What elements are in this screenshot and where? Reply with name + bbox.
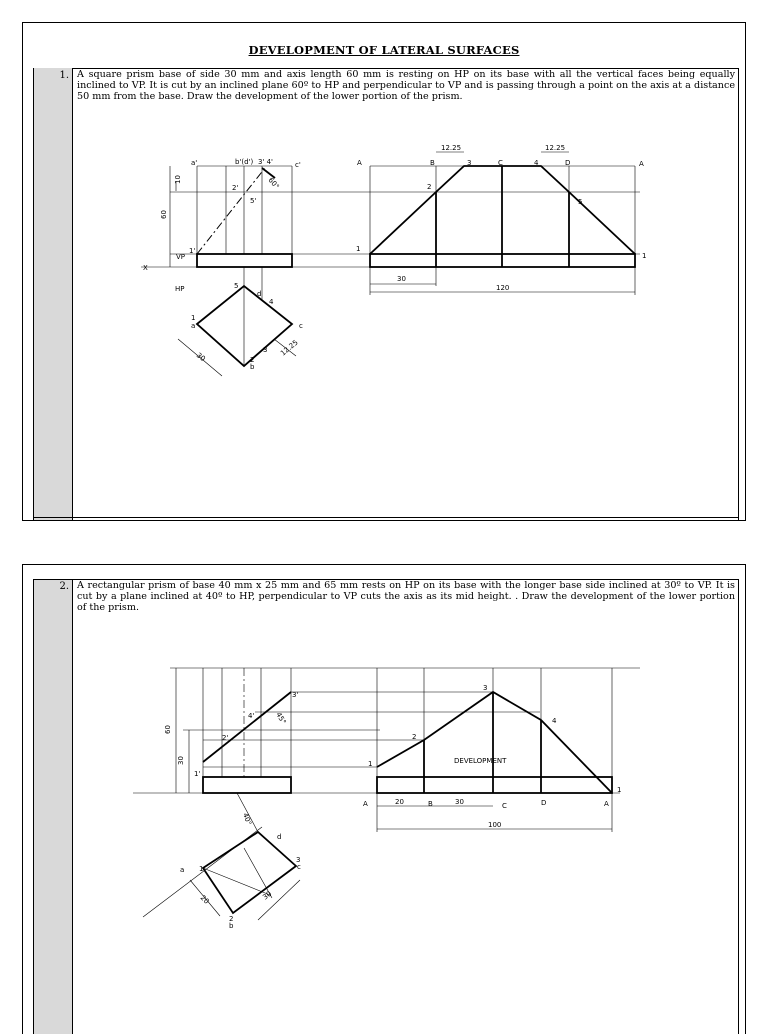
label-2: 2 <box>250 356 255 364</box>
dim-10-vertical: 10 <box>174 175 182 184</box>
dev-label-1-end: 1 <box>617 786 622 794</box>
label-c-prime: c' <box>295 161 301 169</box>
label-a: a <box>191 322 196 330</box>
label-4: 4 <box>269 298 274 306</box>
dev-label-4: 4 <box>534 159 539 167</box>
label-b: b <box>250 363 255 371</box>
dim-30-side: 30 <box>261 889 274 902</box>
label-c: c <box>299 322 303 330</box>
dev-label-C: C <box>502 802 507 810</box>
label-c: c <box>297 863 301 871</box>
dim-20-dev: 20 <box>395 798 404 806</box>
dim-30-dev: 30 <box>397 275 406 283</box>
dim-100-dev: 100 <box>488 821 502 829</box>
label-1: 1 <box>191 314 196 322</box>
dev-label-C: C <box>498 159 503 167</box>
label-vp: VP <box>176 253 186 261</box>
question-text: A square prism base of side 30 mm and axis length 60 mm is resting on HP on its base with all the vertical faces being equally inclined to VP. It is cut by an inclined plane 60º to HP and perpendicular to VP and is passing through a point on the axis at a distance 50 mm from the base. Draw the development of the lower portion of the prism. <box>77 69 735 103</box>
dim-60-vertical: 60 <box>164 725 172 734</box>
dim-30-vertical: 30 <box>177 756 185 765</box>
label-d: d <box>257 290 262 298</box>
angle-45: 45° <box>274 711 288 726</box>
development-2 <box>363 668 621 832</box>
top-view-2 <box>143 793 301 930</box>
question-text: A rectangular prism of base 40 mm x 25 mm and 65 mm rests on HP on its base with the longer base side inclined at 30º to VP. It is cut by a plane inclined at 40º to HP, perpendicular to VP cuts the axis as its mid height. . Draw the development of the lower portion of the prism. <box>77 580 735 614</box>
label-1-prime: 1' <box>189 247 196 255</box>
question-number: 1. <box>59 70 69 81</box>
label-b: b <box>229 922 234 930</box>
dim-60-vertical: 60 <box>160 210 168 219</box>
dim-20-side: 20 <box>198 893 211 906</box>
front-view-2 <box>133 668 640 826</box>
dev-label-5: 5 <box>578 198 583 206</box>
angle-40: 40° <box>241 811 253 827</box>
label-5: 5 <box>234 282 239 290</box>
dev-label-A: A <box>363 800 368 808</box>
dev-label-1: 1 <box>356 245 361 253</box>
label-x: X <box>143 264 148 272</box>
dev-label-A-end: A <box>639 160 644 168</box>
label-a-prime: a' <box>191 159 198 167</box>
label-a: a <box>180 866 185 874</box>
development-label: DEVELOPMENT <box>454 757 507 765</box>
label-2: 2 <box>229 915 234 923</box>
label-5-prime: 5' <box>250 197 257 205</box>
label-1-prime: 1' <box>194 770 201 778</box>
label-d: d <box>277 833 282 841</box>
dev-label-3: 3 <box>483 684 488 692</box>
dev-label-A-end: A <box>604 800 609 808</box>
label-2-prime: 2' <box>222 734 229 742</box>
label-2-prime: 2' <box>232 184 239 192</box>
dim-12-25-left: 12.25 <box>441 144 462 152</box>
dev-label-D: D <box>541 799 547 807</box>
dev-label-B: B <box>428 800 433 808</box>
dev-label-3: 3 <box>467 159 472 167</box>
label-1: 1 <box>199 865 204 873</box>
label-3: 3 <box>296 856 301 864</box>
dev-label-D: D <box>565 159 571 167</box>
dim-12-25: 12.25 <box>279 338 300 358</box>
label-hp: HP <box>175 285 185 293</box>
dim-12-25-right: 12.25 <box>545 144 566 152</box>
label-3: 3 <box>263 346 268 354</box>
dev-label-1: 1 <box>368 760 373 768</box>
page-heading: DEVELOPMENT OF LATERAL SURFACES <box>248 43 520 57</box>
dev-label-2: 2 <box>412 733 417 741</box>
label-b-d-prime: b'(d') <box>235 158 254 166</box>
label-4-prime: 4' <box>248 712 255 720</box>
dev-label-2: 2 <box>427 183 432 191</box>
label-3-prime: 3' <box>292 691 299 699</box>
dim-120-dev: 120 <box>496 284 510 292</box>
dev-label-4: 4 <box>552 717 557 725</box>
dim-30-dev: 30 <box>455 798 464 806</box>
label-3-4-prime: 3' 4' <box>258 158 273 166</box>
question-number: 2. <box>59 581 69 592</box>
dev-label-B: B <box>430 159 435 167</box>
dim-30-side: 30 <box>194 351 207 364</box>
dev-label-A: A <box>357 159 362 167</box>
dev-label-1-end: 1 <box>642 252 647 260</box>
angle-60: 60° <box>266 176 281 191</box>
